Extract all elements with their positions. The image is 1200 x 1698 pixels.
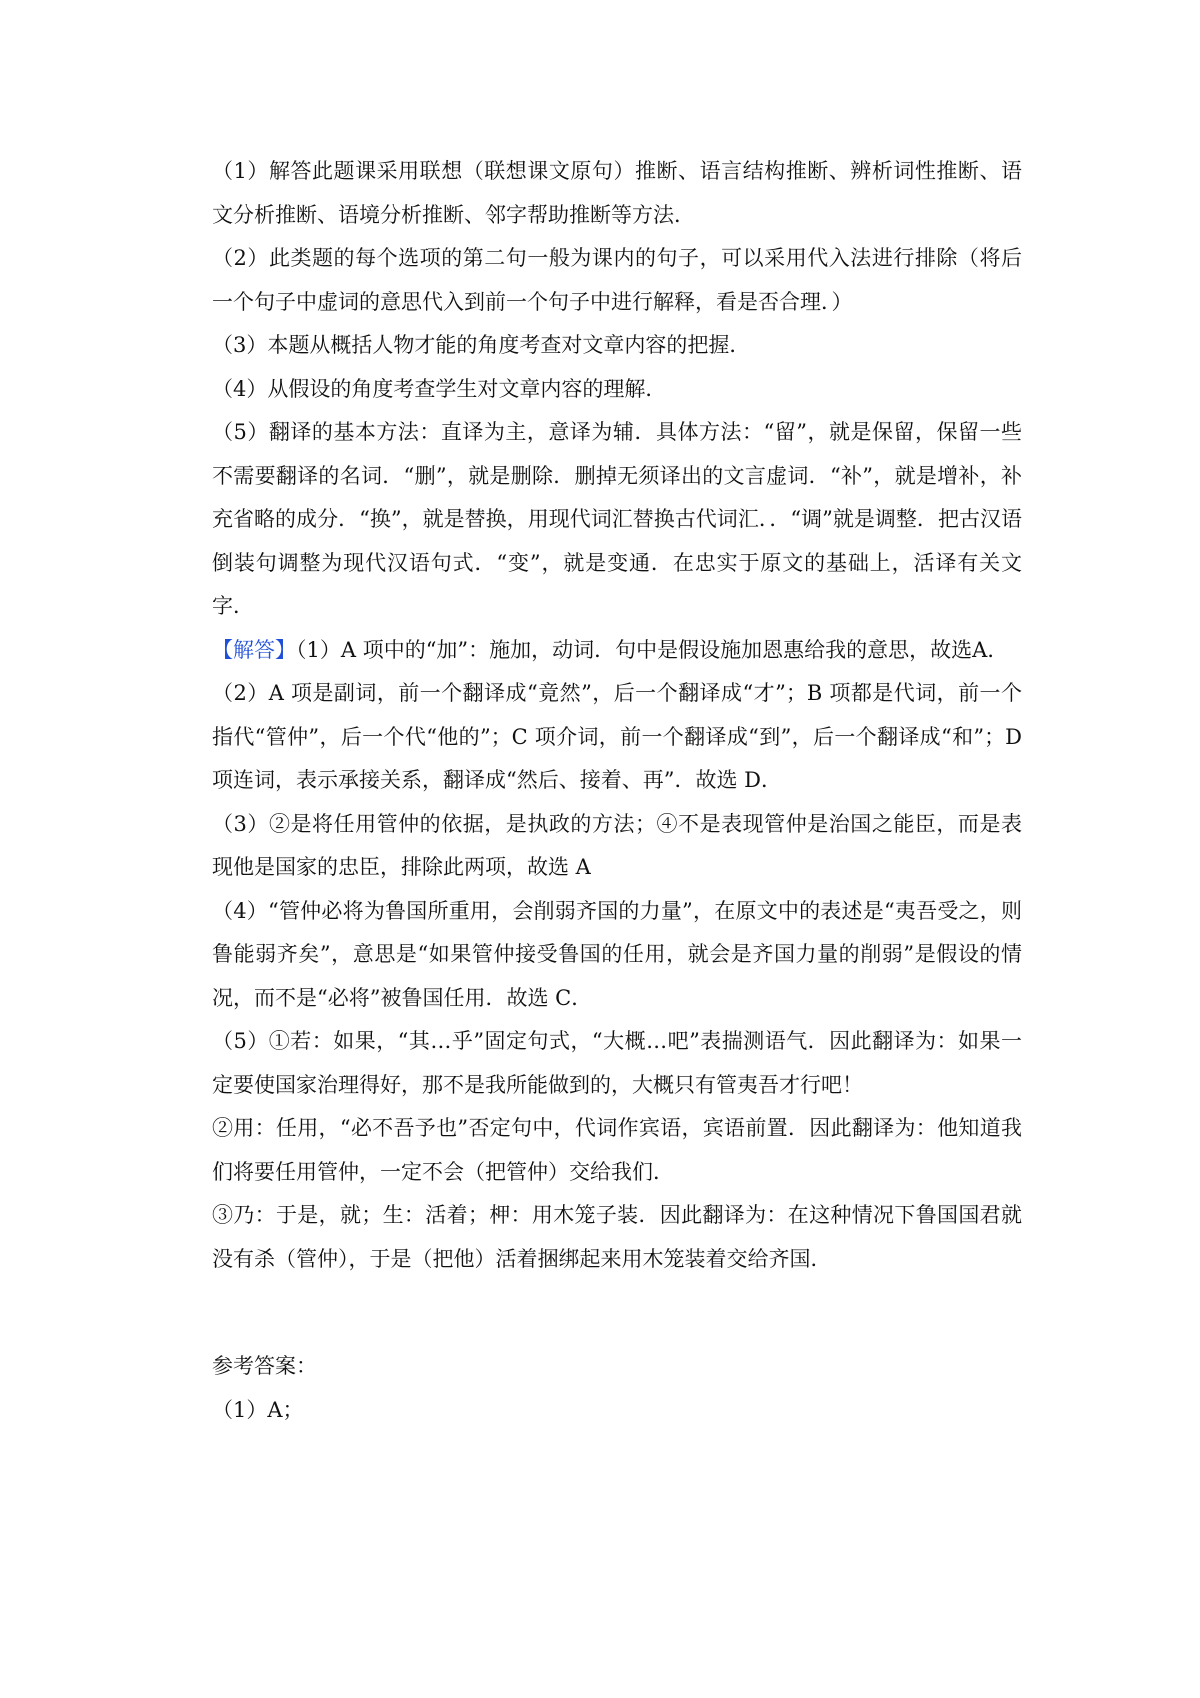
answer-item-1	[212, 629, 1022, 673]
answer-item-4: （4）“管仲必将为鲁国所重用，会削弱齐国的力量”，在原文中的表述是“夷吾受之，则鲁能弱齐矣”，意思是“如果管仲接受鲁国的任用，就会是齐国力量的削弱”是假设的情况，而不是“必将”被鲁国任用．故选 C．	[212, 898, 1022, 1010]
answer-item-3: （3）②是将任用管仲的依据，是执政的方法；④不是表现管仲是治国之能臣，而是表现他是国家的忠臣，排除此两项，故选 A	[212, 811, 1022, 879]
answer-section	[212, 629, 1022, 1282]
reference-section	[212, 1345, 1022, 1432]
answer-item-5-2: ②用：任用，“必不吾予也”否定句中，代词作宾语，宾语前置．因此翻译为：他知道我们将要任用管仲，一定不会（把管仲）交给我们．	[212, 1116, 1022, 1184]
analysis-section	[212, 150, 1022, 629]
answer-item-5-3: ③乃：于是，就；生：活着；柙：用木笼子装．因此翻译为：在这种情况下鲁国国君就没有杀（管仲），于是（把他）活着捆绑起来用木笼装着交给齐国．	[212, 1203, 1022, 1271]
answer-item-1-text: （1）A 项中的“加”：施加，动词．句中是假设施加恩惠给我的意思，故选A．	[296, 637, 1009, 662]
reference-label: 参考答案：	[212, 1354, 317, 1378]
section-spacer	[212, 1281, 1022, 1345]
analysis-item-1: （1）解答此题课采用联想（联想课文原句）推断、语言结构推断、辨析词性推断、语文分析推断、语境分析推断、邻字帮助推断等方法．	[212, 159, 1022, 227]
document-page	[212, 150, 1022, 1432]
answer-item-5-1: （5）①若：如果，“其…乎”固定句式，“大概…吧”表揣测语气．因此翻译为：如果一定要使国家治理得好，那不是我所能做到的，大概只有管夷吾才行吧！	[212, 1029, 1022, 1097]
analysis-item-4: （4）从假设的角度考查学生对文章内容的理解．	[212, 376, 667, 401]
analysis-item-5: （5）翻译的基本方法：直译为主，意译为辅．具体方法：“留”，就是保留，保留一些不需要翻译的名词．“删”，就是删除．删掉无须译出的文言虚词．“补”，就是增补，补充省略的成分．“换”，就是替换，用现代词汇替换古代词汇．．“调”就是调整．把古汉语倒装句调整为现代汉语句式．“变”，就是变通．在忠实于原文的基础上，活译有关文字．	[212, 420, 1022, 618]
analysis-item-2: （2）此类题的每个选项的第二句一般为课内的句子，可以采用代入法进行排除（将后一个句子中虚词的意思代入到前一个句子中进行解释，看是否合理．）	[212, 246, 1022, 314]
answer-item-2: （2）A 项是副词，前一个翻译成“竟然”，后一个翻译成“才”；B 项都是代词，前一个指代“管仲”，后一个代“他的”；C 项介词，前一个翻译成“到”，后一个翻译成“和”；D 项连词，表示承接关系，翻译成“然后、接着、再”．故选 D．	[212, 681, 1022, 792]
answer-tag: 【解答】	[212, 637, 296, 662]
reference-item-1: （1）A；	[212, 1397, 304, 1422]
analysis-item-3: （3）本题从概括人物才能的角度考查对文章内容的把握．	[212, 333, 751, 357]
